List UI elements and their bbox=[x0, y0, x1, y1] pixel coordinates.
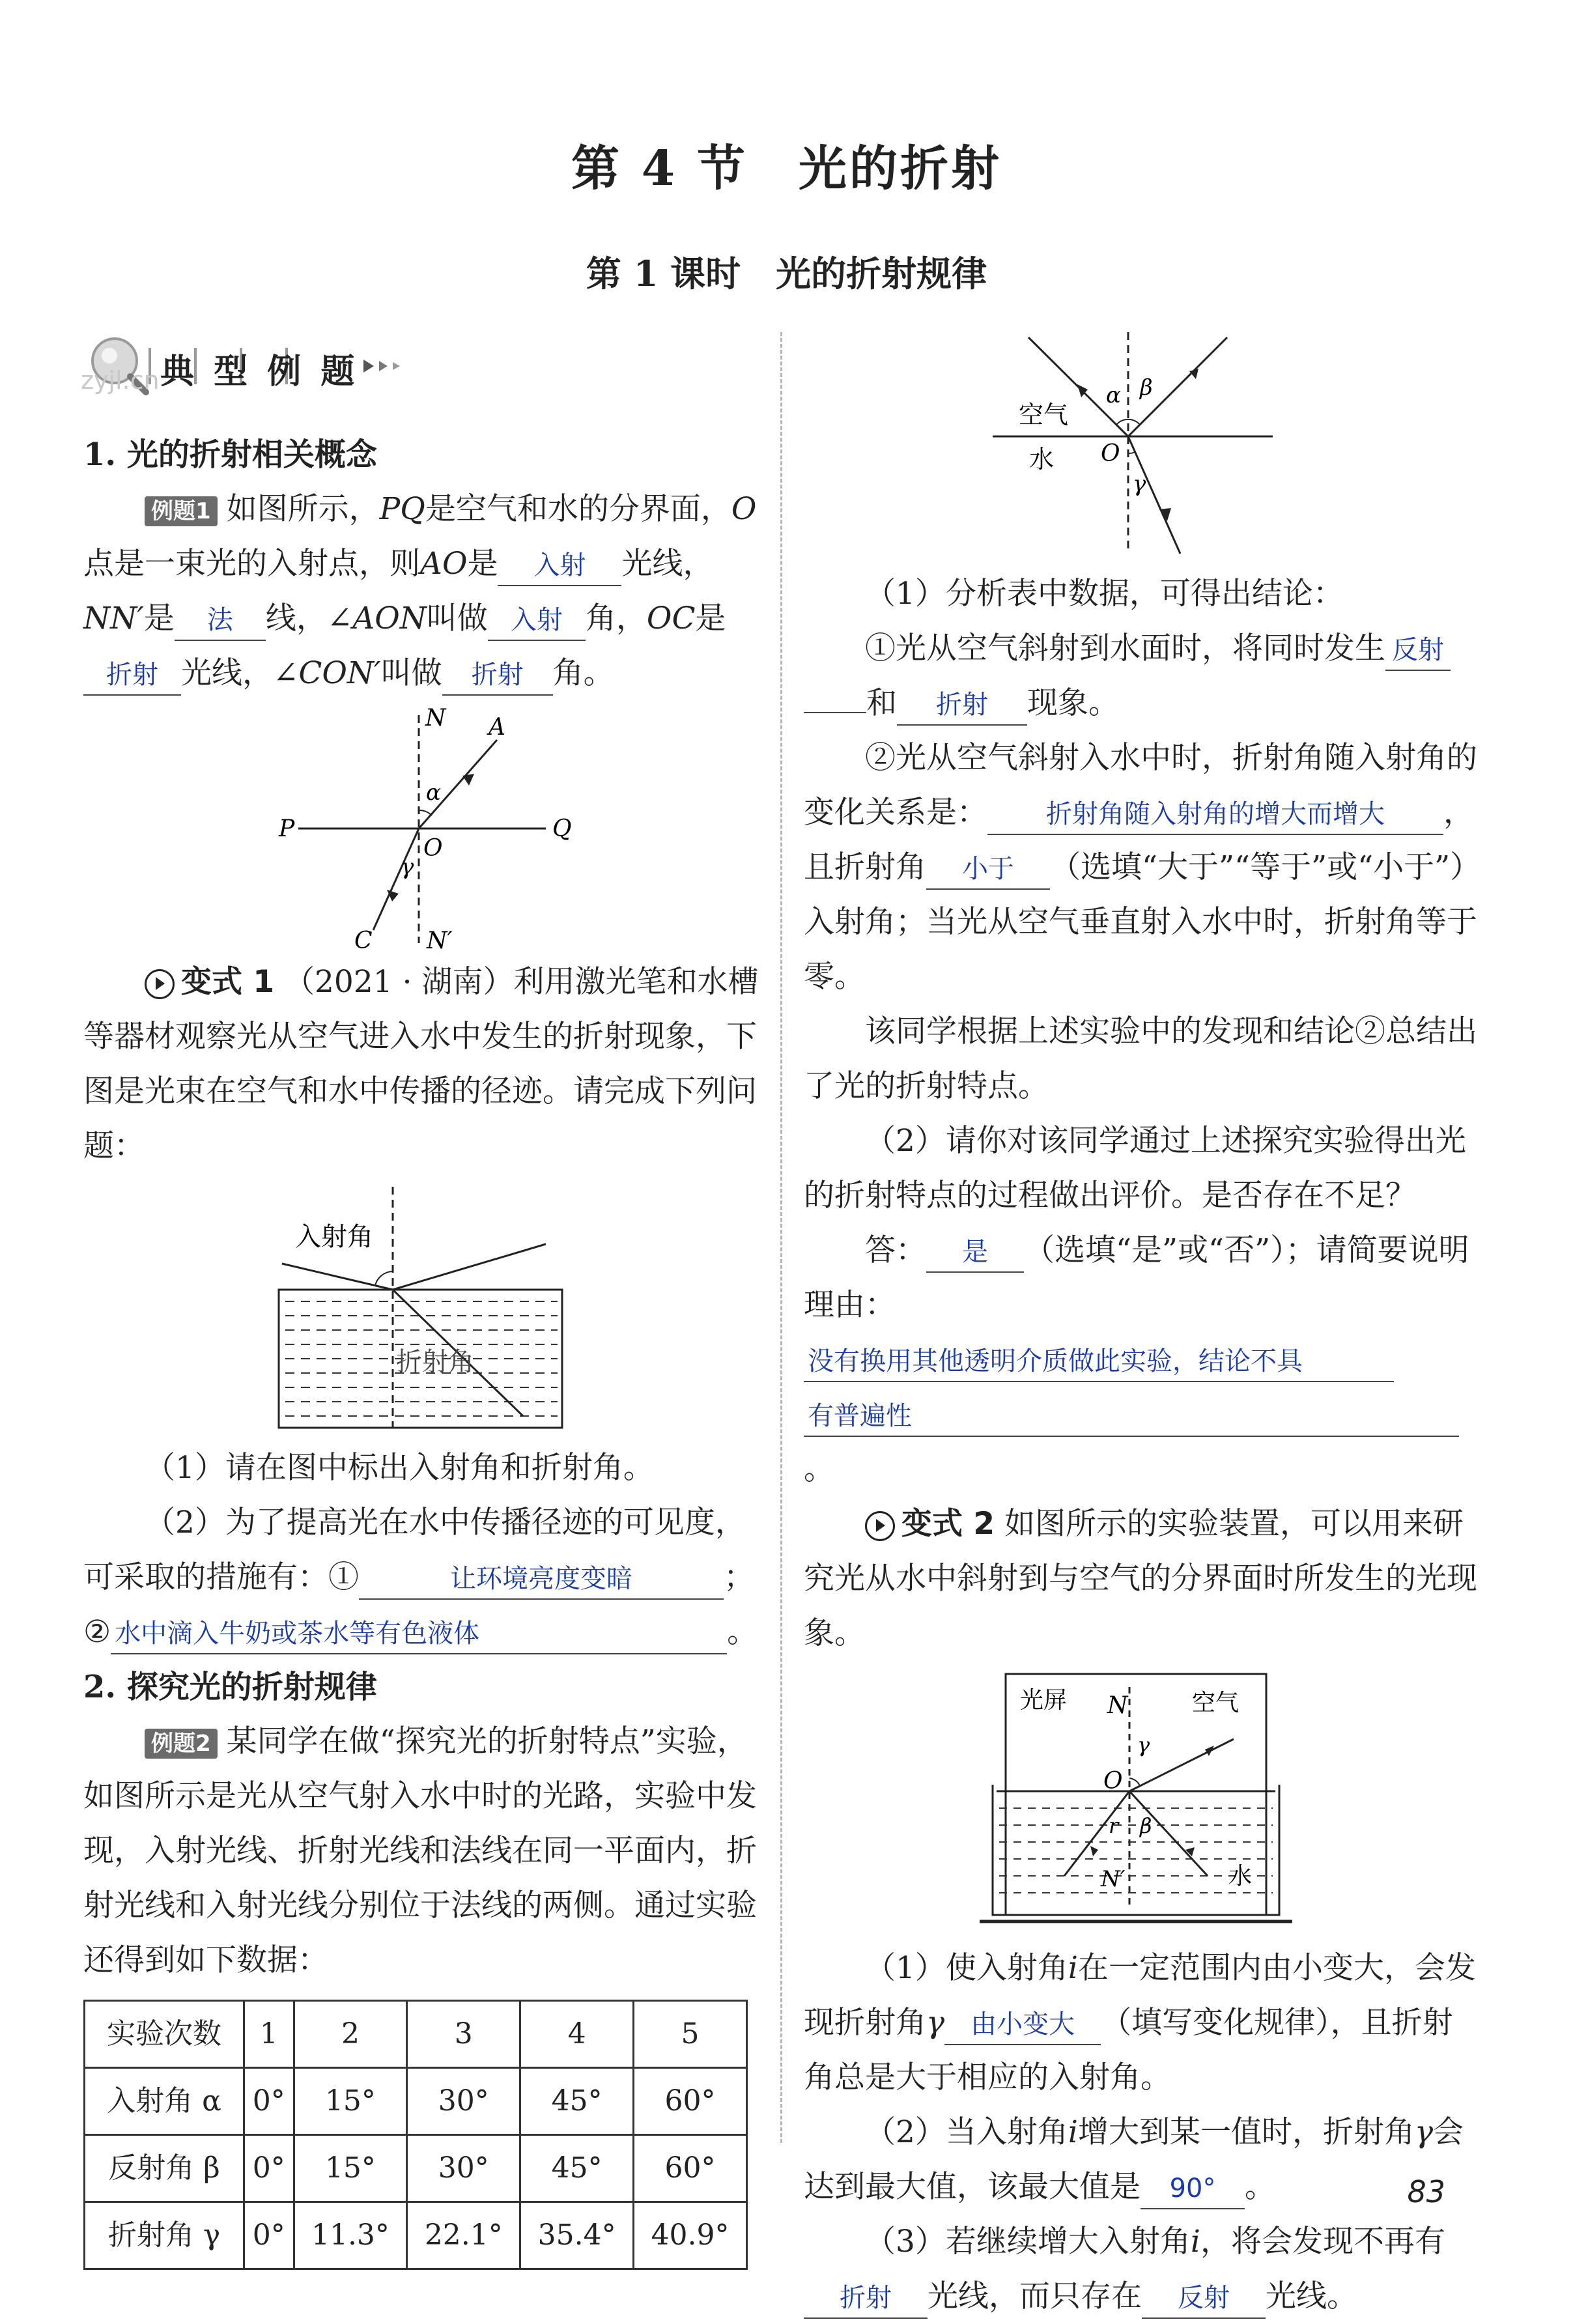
variant2-answer-3: 折射 bbox=[804, 2278, 928, 2319]
variant1-circle2: ② bbox=[83, 1614, 111, 1650]
table-cell: 45° bbox=[520, 2068, 634, 2135]
q2-answer-2a: 没有换用其他透明介质做此实验，结论不具 bbox=[804, 1342, 1394, 1382]
data-table bbox=[83, 2000, 748, 2270]
q2-end: 。 bbox=[804, 1451, 834, 1487]
air-label: 空气 bbox=[1192, 1690, 1240, 1716]
variant1-q1: （1）请在图中标出入射角和折射角。 bbox=[145, 1450, 654, 1486]
variant1-label: 变式 1 bbox=[181, 964, 275, 1000]
refraction-angle-label: 折射角 bbox=[396, 1347, 474, 1377]
table-cell: 入射角 α bbox=[85, 2068, 244, 2135]
ex1-t11: 光线，∠ bbox=[181, 655, 299, 691]
ex1-t7: 线，∠ bbox=[265, 601, 353, 636]
ex1-t2: 是空气和水的分界面， bbox=[425, 491, 731, 527]
conclusion-2-answer-1: 折射角随入射角的增大而增大 bbox=[987, 795, 1443, 835]
section-title: 第 4 节 光的折射 bbox=[571, 141, 1002, 197]
variant2-answer-4: 反射 bbox=[1142, 2278, 1266, 2319]
variant2-gamma: γ bbox=[1414, 2114, 1434, 2150]
q2-answer-prefix: 答： bbox=[865, 1232, 926, 1268]
label-A: A bbox=[489, 714, 505, 741]
variant2-q3-a: （3）若继续增大入射角 bbox=[865, 2224, 1191, 2260]
variant2-q3 bbox=[804, 2215, 1481, 2324]
variant1-end: 。 bbox=[727, 1614, 758, 1650]
ex1-answer-4: 折射 bbox=[83, 655, 181, 696]
table-cell: 1 bbox=[244, 2001, 294, 2068]
table-row bbox=[85, 2068, 747, 2135]
watermark: zyjl.cn bbox=[81, 366, 160, 395]
table-cell: 30° bbox=[407, 2068, 520, 2135]
ex1-t9: 角， bbox=[585, 601, 647, 636]
q1-text: （1）分析表中数据，可得出结论： bbox=[865, 576, 1344, 612]
ex1-ao: AO bbox=[420, 546, 468, 582]
variant2-i: i bbox=[1068, 1950, 1078, 1986]
label-C: C bbox=[354, 928, 373, 954]
label-alpha: α bbox=[426, 780, 441, 806]
water-label: 水 bbox=[1029, 445, 1055, 474]
conclusion-1-answer-1: 反射 bbox=[1385, 631, 1451, 671]
label-O: O bbox=[1103, 1768, 1123, 1794]
label-N: N bbox=[1107, 1692, 1128, 1719]
ex1-t13: 角。 bbox=[552, 655, 614, 691]
screen-label: 光屏 bbox=[1020, 1687, 1068, 1714]
variant1-q2 bbox=[83, 1495, 761, 1605]
table-cell: 30° bbox=[407, 2135, 520, 2202]
example1-text bbox=[83, 482, 761, 701]
conclusion-2-end: （选填“大于”“等于”或“小于”）入射角；当光从空气垂直射入水中时，折射角等于零。 bbox=[804, 849, 1481, 995]
variant2-q3-d: 光线。 bbox=[1266, 2278, 1357, 2314]
label-N-prime: N′ bbox=[427, 928, 453, 954]
variant2-label: 变式 2 bbox=[901, 1506, 995, 1542]
ex1-answer-3: 入射 bbox=[488, 601, 586, 641]
water-label: 水 bbox=[1228, 1863, 1253, 1890]
table-cell: 反射角 β bbox=[85, 2135, 244, 2202]
example-banner bbox=[83, 333, 448, 399]
table-cell: 2 bbox=[294, 2001, 407, 2068]
figure-2 bbox=[83, 1174, 761, 1441]
example2-body: 某同学在做“探究光的折射特点”实验，如图所示是光从空气射入水中时的光路，实验中发现，入射光线、折射光线和法线在同一平面内，折射光线和入射光线分别位于法线的两侧。通过实验还得到如下数据： bbox=[83, 1723, 757, 1978]
ex1-t8: 叫做 bbox=[426, 601, 488, 636]
ex1-t4: 是 bbox=[467, 546, 498, 582]
q2-answer-mid: （选填“是”或“否”）；请简要说明理由： bbox=[804, 1232, 1469, 1323]
example2-tag: 例题2 bbox=[145, 1729, 218, 1759]
variant1-body: （2021 · 湖南）利用激光笔和水槽等器材观察光从空气进入水中发生的折射现象，下图是光束在空气和水中传播的径迹。请完成下列问题： bbox=[83, 964, 759, 1164]
conclusion-1-answer-2: 折射 bbox=[897, 685, 1027, 726]
ex1-t3: 点是一束光的入射点，则 bbox=[83, 546, 420, 582]
table-cell: 45° bbox=[520, 2135, 634, 2202]
conclusion-2-answer-2: 小于 bbox=[926, 849, 1050, 890]
table-cell: 40.9° bbox=[634, 2202, 747, 2269]
left-column bbox=[83, 427, 761, 2270]
label-alpha: α bbox=[1106, 382, 1121, 408]
label-P: P bbox=[279, 815, 295, 842]
ex1-nn: NN′ bbox=[83, 601, 144, 636]
variant1-semicolon: ； bbox=[724, 1559, 754, 1595]
table-cell: 0° bbox=[244, 2202, 294, 2269]
table-row bbox=[85, 2202, 747, 2269]
ex1-t12: 叫做 bbox=[380, 655, 442, 691]
variant2-answer-2: 90° bbox=[1141, 2169, 1245, 2209]
right-column bbox=[804, 326, 1481, 2324]
label-O: O bbox=[423, 835, 443, 862]
q2-answer-2b: 有普遍性 bbox=[804, 1396, 1459, 1437]
figure-1 bbox=[83, 701, 761, 955]
variant2-q2-d: 。 bbox=[1245, 2169, 1275, 2205]
q2-answer-line bbox=[804, 1223, 1481, 1387]
part1-heading: 1. 光的折射相关概念 bbox=[83, 436, 377, 473]
ex1-t5: 光线， bbox=[621, 546, 714, 582]
ex1-o: O bbox=[731, 491, 757, 527]
q2-answer-1: 是 bbox=[926, 1232, 1024, 1273]
variant1-q2-line2 bbox=[83, 1605, 761, 1660]
conclusion-1-text: ①光从空气斜射到水面时，将同时发生 bbox=[865, 631, 1385, 666]
table-cell: 15° bbox=[294, 2068, 407, 2135]
variant2-q1-c: （填写变化规律），且折射角总是大于相应的入射角。 bbox=[804, 2005, 1453, 2095]
table-cell: 4 bbox=[520, 2001, 634, 2068]
table-cell: 60° bbox=[634, 2135, 747, 2202]
label-gamma: γ bbox=[1133, 471, 1146, 497]
variant2-answer-1: 由小变大 bbox=[944, 2005, 1101, 2045]
play-icon bbox=[865, 1511, 895, 1541]
label-gamma: γ bbox=[401, 854, 414, 880]
variant1-text bbox=[83, 955, 761, 1174]
play-icon bbox=[145, 969, 175, 999]
label-beta: β bbox=[1140, 1813, 1152, 1838]
variant2-text bbox=[804, 1497, 1481, 1661]
label-r: r bbox=[1109, 1813, 1119, 1838]
variant2-q2 bbox=[804, 2105, 1481, 2215]
variant1-answer-1: 让环境亮度变暗 bbox=[359, 1559, 724, 1600]
conclusion-2-mid: ，且折射角 bbox=[804, 795, 1474, 885]
conclusion-1-and: 和 bbox=[866, 685, 897, 721]
table-cell: 3 bbox=[407, 2001, 520, 2068]
column-divider bbox=[780, 332, 782, 2143]
label-beta: β bbox=[1140, 375, 1153, 401]
variant2-i: i bbox=[1068, 2114, 1078, 2150]
ex1-t6: 是 bbox=[143, 601, 175, 636]
air-label: 空气 bbox=[1019, 401, 1069, 429]
page-number: 83 bbox=[1407, 2174, 1445, 2209]
ex1-pq: PQ bbox=[379, 491, 425, 527]
variant2-q2-b: 增大到某一值时，折射角 bbox=[1077, 2114, 1415, 2150]
variant1-answer-2: 水中滴入牛奶或茶水等有色液体 bbox=[111, 1614, 727, 1654]
incidence-angle-label: 入射角 bbox=[295, 1222, 373, 1252]
ex1-answer-5: 折射 bbox=[442, 655, 553, 696]
table-cell: 35.4° bbox=[520, 2202, 634, 2269]
example2-text bbox=[83, 1714, 761, 1988]
label-O: O bbox=[1101, 440, 1120, 467]
variant2-q2-c: 会达到最大值，该最大值是 bbox=[804, 2114, 1464, 2205]
variant1-q2-text: （2）为了提高光在水中传播径迹的可见度，可采取的措施有：① bbox=[83, 1505, 746, 1595]
variant2-q1-a: （1）使入射角 bbox=[865, 1950, 1068, 1986]
conclusion-2-text: ②光从空气斜射入水中时，折射角随入射角的变化关系是： bbox=[804, 740, 1477, 830]
table-cell: 实验次数 bbox=[85, 2001, 244, 2068]
label-N: N bbox=[425, 705, 446, 731]
part2-heading: 2. 探究光的折射规律 bbox=[83, 1669, 377, 1705]
table-cell: 0° bbox=[244, 2068, 294, 2135]
variant2-q1 bbox=[804, 1941, 1481, 2105]
table-cell: 0° bbox=[244, 2135, 294, 2202]
example1-tag: 例题1 bbox=[145, 496, 218, 526]
variant2-q3-c: 光线，而只存在 bbox=[928, 2278, 1142, 2314]
conclusion-1 bbox=[804, 621, 1481, 731]
ex1-con: CON′ bbox=[298, 655, 381, 691]
variant2-i: i bbox=[1190, 2224, 1200, 2260]
table-cell: 22.1° bbox=[407, 2202, 520, 2269]
table-cell: 15° bbox=[294, 2135, 407, 2202]
ex1-aon: AON bbox=[352, 601, 427, 636]
table-cell: 5 bbox=[634, 2001, 747, 2068]
ex1-t10: 是 bbox=[695, 601, 726, 636]
variant2-body: 如图所示的实验装置，可以用来研究光从水中斜射到与空气的分界面时所发生的光现象。 bbox=[804, 1506, 1477, 1651]
conclusion-1-end: 现象。 bbox=[1027, 685, 1119, 721]
table-header-row bbox=[85, 2001, 747, 2068]
table-cell: 60° bbox=[634, 2068, 747, 2135]
summary-text: 该同学根据上述实验中的发现和结论②总结出了光的折射特点。 bbox=[804, 1013, 1477, 1104]
ex1-answer-1: 入射 bbox=[498, 546, 621, 586]
variant2-q1-b: 在一定范围内由小变大，会发现折射角 bbox=[804, 1950, 1476, 2041]
variant2-gamma: γ bbox=[926, 2005, 945, 2041]
variant2-q2-a: （2）当入射角 bbox=[865, 2114, 1068, 2150]
ex1-t1: 如图所示， bbox=[226, 491, 380, 527]
variant2-q3-b: ，将会发现不再有 bbox=[1200, 2224, 1445, 2260]
ex1-answer-2: 法 bbox=[175, 601, 266, 641]
table-row bbox=[85, 2135, 747, 2202]
banner-text: 典 型 例 题 bbox=[160, 352, 359, 391]
figure-3 bbox=[804, 326, 1481, 567]
conclusion-2 bbox=[804, 731, 1481, 1004]
label-N-prime: N′ bbox=[1101, 1866, 1126, 1892]
label-Q: Q bbox=[552, 815, 572, 842]
figure-4 bbox=[804, 1661, 1481, 1941]
q2-answer-line2 bbox=[804, 1387, 1481, 1497]
lesson-title: 第 1 课时 光的折射规律 bbox=[586, 253, 987, 294]
table-cell: 11.3° bbox=[294, 2202, 407, 2269]
q2-text: （2）请你对该同学通过上述探究实验得出光的折射特点的过程做出评价。是否存在不足？ bbox=[804, 1123, 1466, 1213]
ex1-oc: OC bbox=[646, 601, 696, 636]
label-gamma: γ bbox=[1137, 1733, 1150, 1757]
table-cell: 折射角 γ bbox=[85, 2202, 244, 2269]
